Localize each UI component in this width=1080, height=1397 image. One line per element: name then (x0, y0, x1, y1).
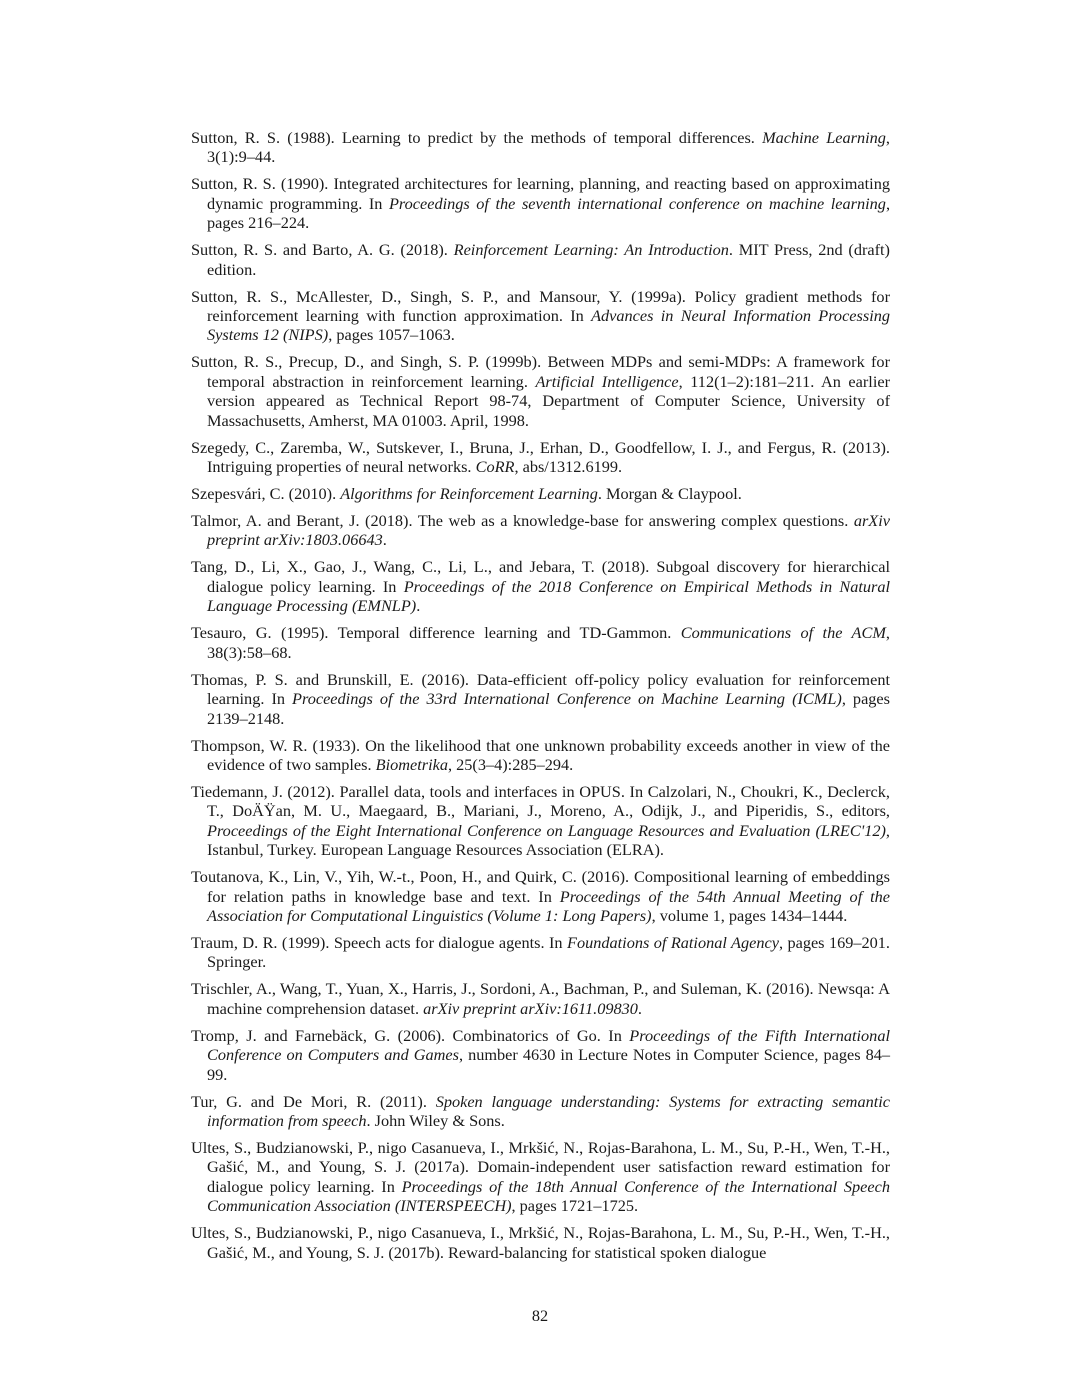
reference-entry: Thomas, P. S. and Brunskill, E. (2016). Data-efficient off-policy policy evaluation for reinforcement learning. In Proceedings of the 33rd International Conference on Machine Learning (ICML), pages 2139–2148. (191, 669, 890, 728)
reference-entry: Sutton, R. S., McAllester, D., Singh, S. P., and Mansour, Y. (1999a). Policy gradient methods for reinforcement learning with function approximation. In Advances in Neural Information Processing Systems 12 (NIPS), pages 1057–1063. (191, 286, 891, 345)
reference-entry: Tur, G. and De Mori, R. (2011). Spoken language understanding: Systems for extracting semantic information from speech. John Wiley & Sons. (191, 1091, 890, 1130)
reference-entry: Szegedy, C., Zaremba, W., Sutskever, I., Bruna, J., Erhan, D., Goodfellow, I. J., and Fergus, R. (2013). Intriguing properties of neural networks. CoRR, abs/1312.6199. (191, 437, 890, 477)
reference-entry: Sutton, R. S. (1990). Integrated architectures for learning, planning, and reacting based on approximating dynamic programming. In Proceedings of the seventh international conference on machine learning, pages 216–224. (191, 174, 891, 233)
reference-entry: Tiedemann, J. (2012). Parallel data, tools and interfaces in OPUS. In Calzolari, N., Choukri, K., Declerck, T., DoÄŸan, M. U., Maegaard, B., Mariani, J., Moreno, A., Odijk, J., and Piperidis, S., editors, Proceedings of the Eight International Conference on Language Resources and Evaluation (LREC'12), Istanbul, Turkey. European Language Resources Association (ELRA). (191, 781, 890, 860)
reference-entry: Tesauro, G. (1995). Temporal difference learning and TD-Gammon. Communications of the ACM, 38(3):58–68. (191, 623, 890, 662)
reference-entry: Ultes, S., Budzianowski, P., nigo Casanueva, I., Mrkšić, N., Rojas-Barahona, L. M., Su, P.-H., Wen, T.-H., Gašić, M., and Young, S. J. (2017b). Reward-balancing for statistical spoken dialogue (191, 1223, 890, 1262)
reference-entry: Sutton, R. S. (1988). Learning to predict by the methods of temporal differences. Machine Learning, 3(1):9–44. (191, 128, 890, 167)
reference-entry: Talmor, A. and Berant, J. (2018). The web as a knowledge-base for answering complex questions. arXiv preprint arXiv:1803.06643. (191, 511, 890, 550)
reference-entry: Sutton, R. S. and Barto, A. G. (2018). Reinforcement Learning: An Introduction. MIT Press, 2nd (draft) edition. (191, 240, 890, 279)
reference-entry: Tromp, J. and Farnebäck, G. (2006). Combinatorics of Go. In Proceedings of the Fifth International Conference on Computers and Games, number 4630 in Lecture Notes in Computer Science, pages 84–99. (191, 1025, 890, 1084)
reference-entry: Toutanova, K., Lin, V., Yih, W.-t., Poon, H., and Quirk, C. (2016). Compositional learning of embeddings for relation paths in knowledge base and text. In Proceedings of the 54th Annual Meeting of the Association for Computational Linguistics (Volume 1: Long Papers), volume 1, pages 1434–1444. (191, 867, 891, 925)
reference-entry: Traum, D. R. (1999). Speech acts for dialogue agents. In Foundations of Rational Agency, pages 169–201. Springer. (191, 932, 890, 972)
reference-entry: Trischler, A., Wang, T., Yuan, X., Harris, J., Sordoni, A., Bachman, P., and Suleman, K. (2016). Newsqa: A machine comprehension dataset. arXiv preprint arXiv:1611.09830. (191, 979, 890, 1018)
reference-entry: Tang, D., Li, X., Gao, J., Wang, C., Li, L., and Jebara, T. (2018). Subgoal discovery for hierarchical dialogue policy learning. In Proceedings of the 2018 Conference on Empirical Methods in Natural Language Processing (EMNLP). (191, 557, 890, 616)
reference-list (191, 128, 890, 1270)
reference-entry: Szepesvári, C. (2010). Algorithms for Reinforcement Learning. Morgan & Claypool. (191, 484, 742, 504)
page-number: 82 (531, 1306, 549, 1325)
reference-entry: Thompson, W. R. (1933). On the likelihood that one unknown probability exceeds another in view of the evidence of two samples. Biometrika, 25(3–4):285–294. (191, 735, 890, 774)
reference-entry: Sutton, R. S., Precup, D., and Singh, S. P. (1999b). Between MDPs and semi-MDPs: A framework for temporal abstraction in reinforcement learning. Artificial Intelligence, 112(1–2):181–211. An earlier version appeared as Technical Report 98-74, Department of Computer Science, University of Massachusetts, Amherst, MA 01003. April, 1998. (191, 352, 890, 430)
reference-entry: Ultes, S., Budzianowski, P., nigo Casanueva, I., Mrkšić, N., Rojas-Barahona, L. M., Su, P.-H., Wen, T.-H., Gašić, M., and Young, S. J. (2017a). Domain-independent user satisfaction reward estimation for dialogue policy learning. In Proceedings of the 18th Annual Conference of the International Speech Communication Association (INTERSPEECH), pages 1721–1725. (191, 1137, 890, 1216)
